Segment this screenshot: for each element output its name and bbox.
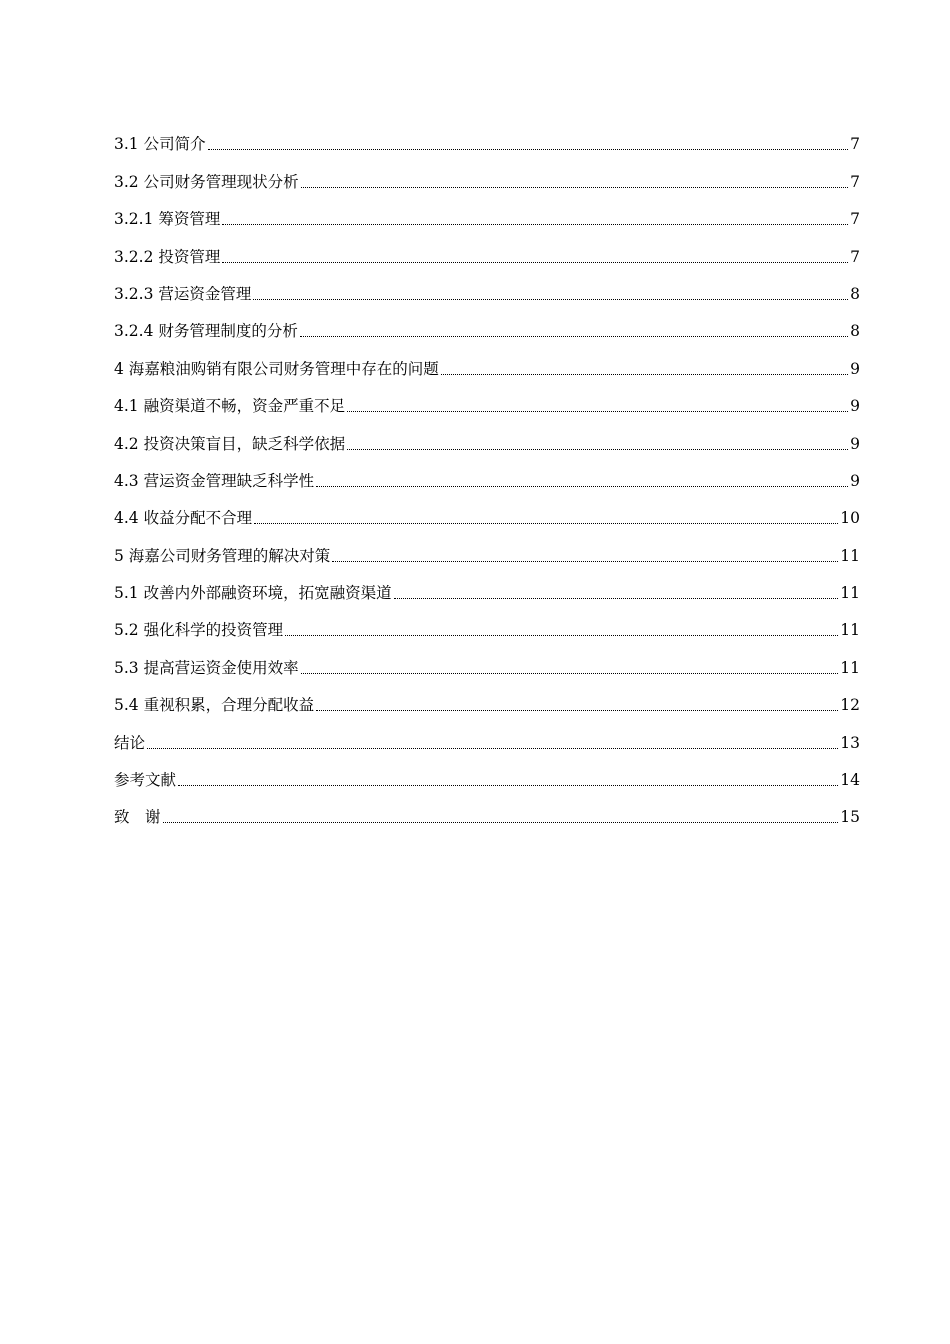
toc-entry-title: 4.3 营运资金管理缺乏科学性	[114, 471, 315, 490]
toc-entry[interactable]	[114, 791, 860, 828]
toc-entry[interactable]	[114, 193, 860, 230]
toc-entry-page: 7	[850, 135, 860, 154]
toc-entry[interactable]	[114, 716, 860, 753]
toc-entry-title: 3.1 公司简介	[114, 135, 206, 154]
toc-entry-page: 14	[840, 771, 860, 790]
toc-entry-page: 11	[840, 584, 860, 603]
toc-entry-page: 7	[850, 172, 860, 191]
toc-entry-title: 3.2.4 财务管理制度的分析	[114, 322, 298, 341]
toc-entry-title: 5.2 强化科学的投资管理	[114, 621, 284, 640]
toc-dot-leader	[441, 374, 848, 375]
toc-entry[interactable]	[114, 305, 860, 342]
toc-dot-leader	[163, 822, 839, 823]
toc-entry[interactable]	[114, 417, 860, 454]
toc-entry-title: 致 谢	[114, 808, 161, 827]
toc-entry-page: 15	[840, 808, 860, 827]
toc-entry-title: 5.3 提高营运资金使用效率	[114, 658, 299, 677]
toc-entry-page: 11	[840, 546, 860, 565]
toc-entry-title: 3.2 公司财务管理现状分析	[114, 172, 299, 191]
toc-entry-page: 11	[840, 658, 860, 677]
toc-entry[interactable]	[114, 492, 860, 529]
toc-dot-leader	[300, 336, 848, 337]
toc-dot-leader	[222, 262, 848, 263]
toc-entry-title: 5.4 重视积累，合理分配收益	[114, 696, 315, 715]
toc-entry[interactable]	[114, 679, 860, 716]
toc-entry-page: 9	[850, 397, 860, 416]
toc-entry[interactable]	[114, 604, 860, 641]
toc-dot-leader	[253, 299, 848, 300]
toc-entry-title: 参考文献	[114, 771, 177, 790]
toc-dot-leader	[316, 710, 838, 711]
toc-entry[interactable]	[114, 641, 860, 678]
toc-dot-leader	[222, 224, 848, 225]
toc-entry-title: 4 海嘉粮油购销有限公司财务管理中存在的问题	[114, 359, 439, 378]
toc-entry[interactable]	[114, 380, 860, 417]
toc-entry-page: 9	[850, 434, 860, 453]
table-of-contents	[114, 118, 860, 828]
toc-entry-page: 7	[850, 247, 860, 266]
toc-entry-page: 8	[850, 322, 860, 341]
toc-dot-leader	[254, 523, 838, 524]
toc-entry[interactable]	[114, 118, 860, 155]
toc-dot-leader	[394, 598, 839, 599]
toc-entry-title: 3.2.3 营运资金管理	[114, 284, 252, 303]
toc-entry[interactable]	[114, 155, 860, 192]
toc-entry[interactable]	[114, 455, 860, 492]
toc-entry[interactable]	[114, 567, 860, 604]
toc-dot-leader	[147, 748, 838, 749]
toc-dot-leader	[347, 449, 848, 450]
toc-entry-page: 8	[850, 284, 860, 303]
toc-dot-leader	[285, 635, 838, 636]
toc-entry-title: 5.1 改善内外部融资环境，拓宽融资渠道	[114, 584, 392, 603]
toc-entry[interactable]	[114, 230, 860, 267]
toc-entry-page: 13	[840, 733, 860, 752]
toc-entry-title: 4.1 融资渠道不畅，资金严重不足	[114, 397, 346, 416]
toc-entry-page: 9	[850, 359, 860, 378]
toc-entry-title: 结论	[114, 733, 146, 752]
toc-entry-page: 10	[840, 509, 860, 528]
toc-entry[interactable]	[114, 529, 860, 566]
toc-entry-title: 3.2.2 投资管理	[114, 247, 221, 266]
toc-entry-page: 7	[850, 210, 860, 229]
toc-entry-page: 11	[840, 621, 860, 640]
toc-entry[interactable]	[114, 268, 860, 305]
toc-entry[interactable]	[114, 342, 860, 379]
toc-dot-leader	[301, 673, 839, 674]
toc-entry-page: 9	[850, 471, 860, 490]
toc-entry-title: 4.4 收益分配不合理	[114, 509, 253, 528]
toc-entry[interactable]	[114, 754, 860, 791]
toc-entry-title: 3.2.1 筹资管理	[114, 210, 221, 229]
toc-entry-title: 5 海嘉公司财务管理的解决对策	[114, 546, 331, 565]
toc-dot-leader	[332, 561, 838, 562]
toc-entry-page: 12	[840, 696, 860, 715]
toc-dot-leader	[178, 785, 838, 786]
toc-dot-leader	[347, 411, 848, 412]
toc-dot-leader	[316, 486, 848, 487]
toc-entry-title: 4.2 投资决策盲目，缺乏科学依据	[114, 434, 346, 453]
toc-dot-leader	[301, 187, 849, 188]
toc-dot-leader	[208, 149, 849, 150]
